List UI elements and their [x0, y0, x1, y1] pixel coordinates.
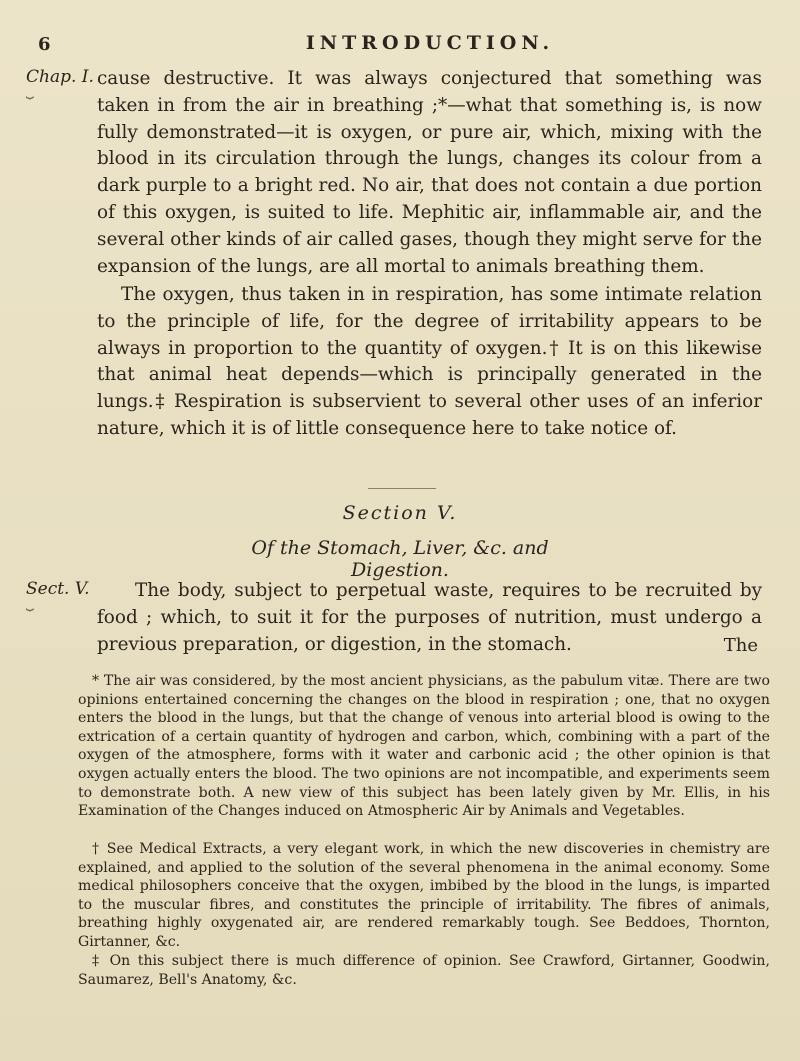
footnote-1: * The air was considered, by the most ancient physicians, as the pabulum vitæ. There are two opinions entertained concerning the changes on the blood in respiration ; one, that no oxygen enters the blood in the lungs, but that the change of venous into arterial blood is owing to the extrication of a certain quantity of hydrogen and carbon, which, combining with a part of the oxygen of the atmosphere, forms with it water and carbonic acid ; the other opinion is that oxygen actually enters the blood. The two opinions are not incompatible, and experiments seem to demonstrate both. A new view of this subject has been lately given by Mr. Ellis, in his Examination of the Changes induced on Atmospheric Air by Animals and Vegetables.	[78, 673, 770, 820]
chapter-margin-note	[26, 68, 94, 98]
catchword: The	[723, 635, 758, 656]
brace-ornament: ⏟	[26, 596, 34, 612]
footnote-3: ‡ On this subject there is much difference of opinion. See Crawford, Girtanner, Goodwin, Saumarez, Bell's Anatomy, &c.	[78, 953, 770, 988]
page-header	[0, 30, 800, 60]
section-margin-note	[26, 580, 90, 610]
paragraph-respiration: cause destructive. It was always conjectured that something was taken in from the air in breathing ;*—what that something is, is now fully demonstrated—it is oxygen, or pure air, which, mixing with the blood in its circulation through the lungs, changes its colour from a dark purple to a bright red. No air, that does not contain a due portion of this oxygen, is suited to life. Mephitic air, inflammable air, and the several other kinds of air called gases, though they might serve for the expansion of the lungs, are all mortal to animals breathing them.	[97, 68, 762, 277]
chapter-label: Chap. I.	[26, 67, 94, 87]
section-heading: Section V.	[342, 502, 458, 524]
page-number: 6	[38, 34, 51, 55]
section-divider	[368, 488, 436, 489]
paragraph-digestion: The body, subject to perpetual waste, requires to be recruited by food ; which, to suit it for the purposes of nutrition, must undergo a previous preparation, or digestion, in the stomach.	[97, 580, 762, 655]
footnote-2: † See Medical Extracts, a very elegant work, in which the new discoveries in chemistry are explained, and applied to the solution of the several phenomena in the animal economy. Some medical philosophers conceive that the oxygen, imbibed by the blood in the lungs, is imparted to the muscular fibres, and constitutes the principle of irritability. The fibres of animals, breathing highly oxygenated air, are rendered remarkably tough. See Beddoes, Thornton, Girtanner, &c.	[78, 841, 770, 950]
section-subheading: Of the Stomach, Liver, &c. and Digestion.	[251, 537, 549, 581]
paragraph-oxygen: The oxygen, thus taken in in respiration, has some intimate relation to the principle of life, for the degree of irritability appears to be always in proportion to the quantity of oxygen.† It is on this likewise that animal heat depends—which is principally generated in the lungs.‡ Respiration is subservient to several other uses of an inferior nature, which it is of little consequence here to take notice of.	[97, 284, 762, 439]
brace-ornament: ⏟	[26, 84, 34, 100]
section-label: Sect. V.	[26, 579, 90, 599]
running-head: INTRODUCTION.	[305, 32, 555, 54]
